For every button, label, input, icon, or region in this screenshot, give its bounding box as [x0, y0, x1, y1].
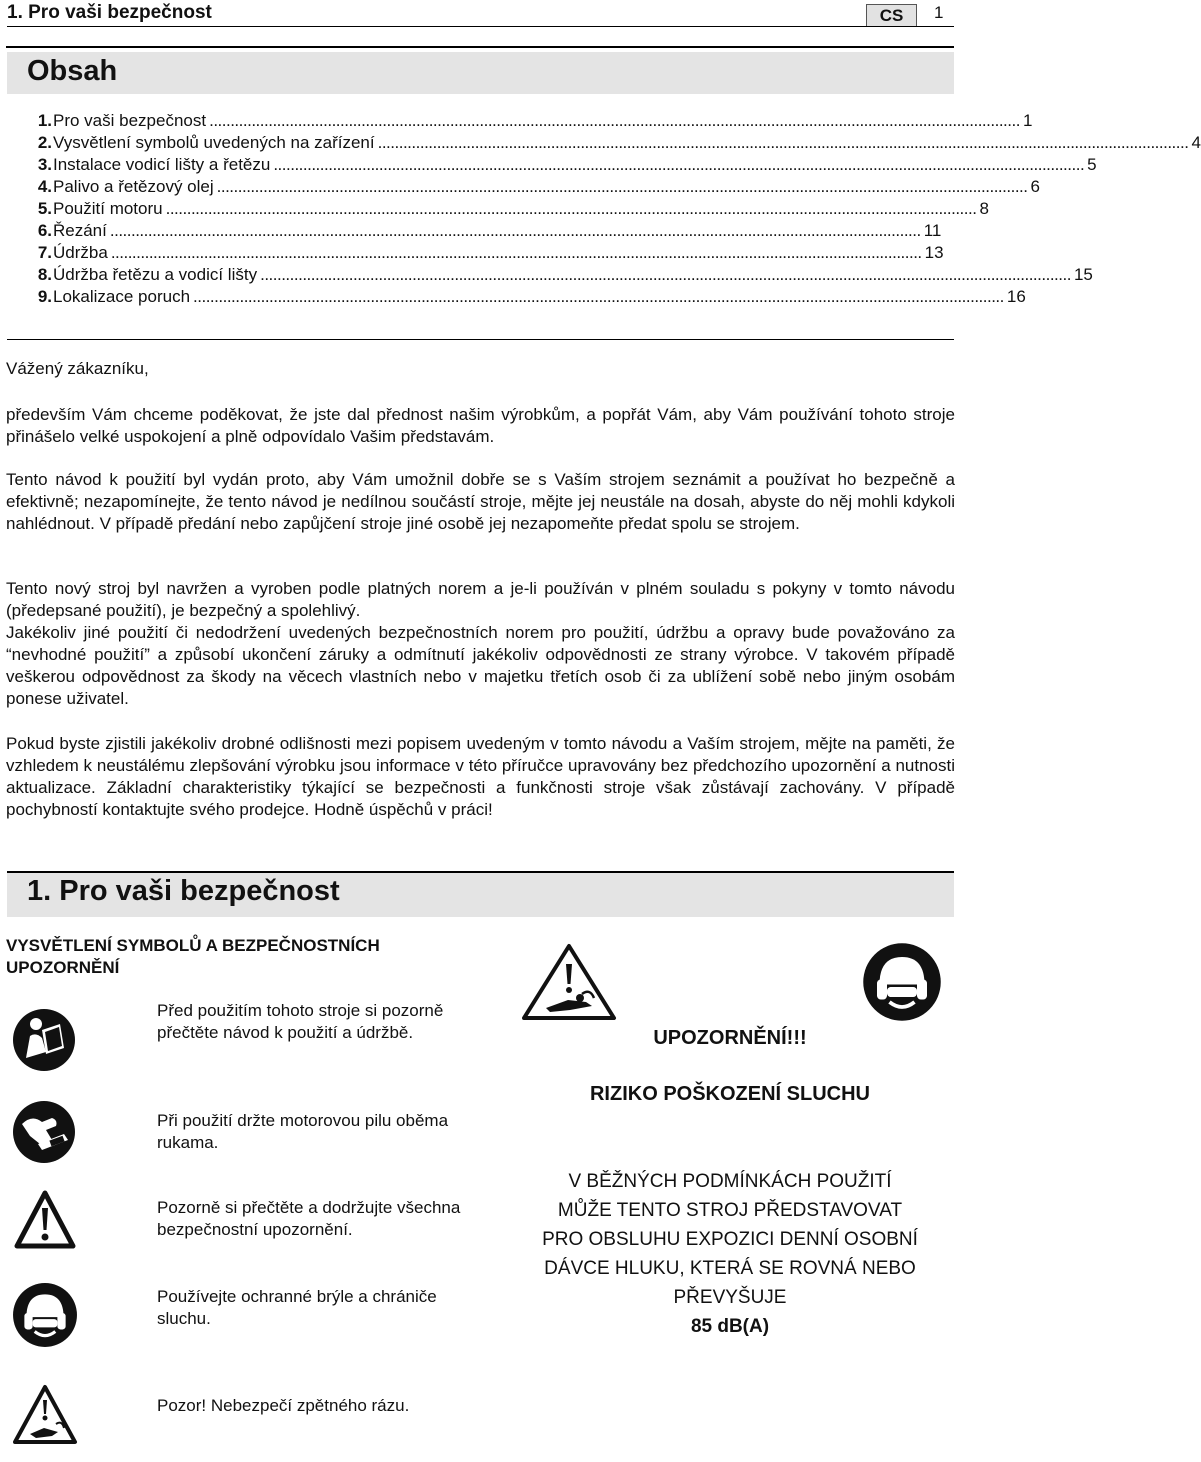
warning-triangle-icon — [14, 1190, 76, 1250]
symbol-description: Při použití držte motorovou pilu oběma rukama. — [157, 1111, 449, 1152]
toc-item-page: 16 — [1006, 287, 1026, 306]
toc-item-label: Údržba řetězu a vodicí lišty — [53, 265, 258, 284]
toc-item-label: Lokalizace poruch — [53, 287, 191, 306]
toc-leader: ................................................................................................................................................................................................ — [165, 199, 977, 218]
toc-item[interactable] — [14, 242, 944, 264]
greeting: Vážený zákazníku, — [6, 359, 149, 378]
toc-item-number: 3. — [37, 155, 52, 174]
page-header-title: 1. Pro vaši bezpečnost — [7, 2, 212, 23]
toc-item[interactable] — [14, 264, 1093, 286]
toc-item-page: 6 — [1030, 177, 1040, 196]
toc-title-band — [7, 52, 954, 94]
protective-gear-icon — [12, 1282, 78, 1348]
toc-leader: ................................................................................................................................................................................................ — [193, 287, 1004, 306]
toc-item-page: 13 — [924, 243, 944, 262]
toc-item-page: 1 — [1022, 111, 1033, 130]
two-hands-icon — [12, 1100, 76, 1164]
toc-item-label: Vysvětlení symbolů uvedených na zařízení — [53, 133, 375, 152]
language-badge: CS — [866, 4, 917, 27]
toc-item[interactable] — [14, 132, 1201, 154]
symbol-description: Před použitím tohoto stroje si pozorně přečtěte návod k použití a údržbě. — [157, 1001, 444, 1042]
toc-leader: ................................................................................................................................................................................................ — [216, 177, 1028, 196]
symbols-subheading: VYSVĚTLENÍ SYMBOLŮ A BEZPEČNOSTNÍCH UPOZORNĚNÍ — [6, 936, 380, 977]
warning-subheading: RIZIKO POŠKOZENÍ SLUCHU — [589, 1083, 870, 1105]
toc-item-number: 9. — [37, 287, 52, 306]
toc-item[interactable] — [14, 154, 1097, 176]
toc-item-number: 6. — [37, 221, 52, 240]
section-title: 1. Pro vaši bezpečnost — [27, 875, 340, 907]
symbol-description: Pozor! Nebezpečí zpětného rázu. — [157, 1396, 410, 1415]
toc-item-page: 15 — [1073, 265, 1093, 284]
toc-leader: ................................................................................................................................................................................................ — [110, 243, 922, 262]
toc-item-page: 5 — [1087, 155, 1097, 174]
toc-leader: ................................................................................................................................................................................................ — [109, 221, 921, 240]
page-number: 1 — [934, 3, 944, 22]
toc-item-number: 5. — [37, 199, 52, 218]
toc-item-number: 4. — [37, 177, 52, 196]
toc-item-label: Údržba — [53, 243, 108, 262]
header-rule — [7, 26, 954, 27]
symbol-description: Používejte ochranné brýle a chrániče sluchu. — [157, 1287, 437, 1328]
intro-paragraph: Pokud byste zjistili jakékoliv drobné odlišnosti mezi popisem uvedeným v tomto návodu a Vaším strojem, mějte na paměti, že vzhledem k neustálému zlepšování výrobku jsou informace v této příručce upravovány bez předchozího upozornění a nutnosti aktualizace. Základní charakteristiky týkající se bezpečnosti a funkčnosti stroje však zůstávají zachovány. V případě pochybností kontaktujte svého prodejce. Hodně úspěchů v práci! — [6, 734, 955, 819]
symbol-description: Pozorně si přečtěte a dodržujte všechna bezpečnostní upozornění. — [157, 1198, 461, 1239]
warning-line: PŘEVYŠUJE — [673, 1287, 787, 1308]
intro-paragraph: Jakékoliv jiné použití či nedodržení uvedených bezpečnostních norem pro použití, údržbu a opravy bude považováno za “nevhodné použití” a způsobí ukončení záruky a odmítnutí jakékoliv odpovědnosti ze strany výrobce. V takovém případě veškerou odpovědnost za škody na věcech vlastních nebo v majetku třetích osob či za ublížení sobě nebo jiným osobám ponese uživatel. — [6, 623, 955, 708]
toc-leader: ................................................................................................................................................................................................ — [273, 155, 1085, 174]
toc-item[interactable] — [14, 176, 1040, 198]
toc-item-page: 11 — [923, 221, 942, 240]
warning-heading: UPOZORNĚNÍ!!! — [653, 1027, 807, 1049]
toc-title: Obsah — [27, 55, 118, 87]
toc-item-label: Pro vaši bezpečnost — [53, 111, 207, 130]
toc-leader: ................................................................................................................................................................................................ — [209, 111, 1020, 130]
toc-item-page: 8 — [979, 199, 989, 218]
warning-line: PRO OBSLUHU EXPOZICI DENNÍ OSOBNÍ — [542, 1229, 918, 1250]
intro-paragraph: Tento nový stroj byl navržen a vyroben podle platných norem a je-li používán v plném souladu s pokyny v tomto návodu (předepsané použití), je bezpečný a spolehlivý. — [6, 579, 955, 620]
toc-leader: ................................................................................................................................................................................................ — [260, 265, 1071, 284]
toc-item[interactable] — [14, 110, 1033, 132]
noise-level-value: 85 dB(A) — [690, 1316, 770, 1337]
toc-item[interactable] — [14, 286, 1026, 308]
toc-item-label: Řezání — [53, 221, 107, 240]
toc-leader: ................................................................................................................................................................................................ — [377, 133, 1189, 152]
toc-item-label: Použití motoru — [53, 199, 163, 218]
toc-item-label: Palivo a řetězový olej — [53, 177, 214, 196]
toc-item-number: 2. — [37, 133, 52, 152]
toc-item-page: 4 — [1191, 133, 1201, 152]
read-manual-icon — [12, 1008, 76, 1072]
toc-item-number: 1. — [37, 111, 52, 130]
warning-line: MŮŽE TENTO STROJ PŘEDSTAVOVAT — [557, 1200, 903, 1221]
intro-paragraph: Tento návod k použití byl vydán proto, aby Vám umožnil dobře se s Vaším strojem seznámit a používat ho bezpečně a efektivně; nezapomínejte, že tento návod je nedílnou součástí stroje, mějte jej neustále na dosah, abyste do něj mohli kdykoli nahlédnout. V případě předání nebo zapůjčení stroje jiné osobě jej nezapomeňte předat spolu se strojem. — [6, 470, 955, 533]
warning-line: V BĚŽNÝCH PODMÍNKÁCH POUŽITÍ — [568, 1171, 892, 1192]
toc-bottom-rule — [7, 339, 954, 340]
warning-line: DÁVCE HLUKU, KTERÁ SE ROVNÁ NEBO — [544, 1258, 916, 1279]
toc-item[interactable] — [14, 198, 989, 220]
kickback-icon — [12, 1384, 78, 1446]
toc-item[interactable] — [14, 220, 942, 242]
chainsaw-warning-icon — [520, 942, 618, 1022]
toc-item-number: 7. — [37, 243, 52, 262]
hearing-protection-icon — [862, 942, 942, 1022]
toc-item-label: Instalace vodicí lišty a řetězu — [53, 155, 271, 174]
toc-item-number: 8. — [37, 265, 52, 284]
intro-paragraph: především Vám chceme poděkovat, že jste dal přednost našim výrobkům, a popřát Vám, aby Vám používání tohoto stroje přinášelo velké uspokojení a plně odpovídalo Vašim představám. — [6, 405, 955, 446]
